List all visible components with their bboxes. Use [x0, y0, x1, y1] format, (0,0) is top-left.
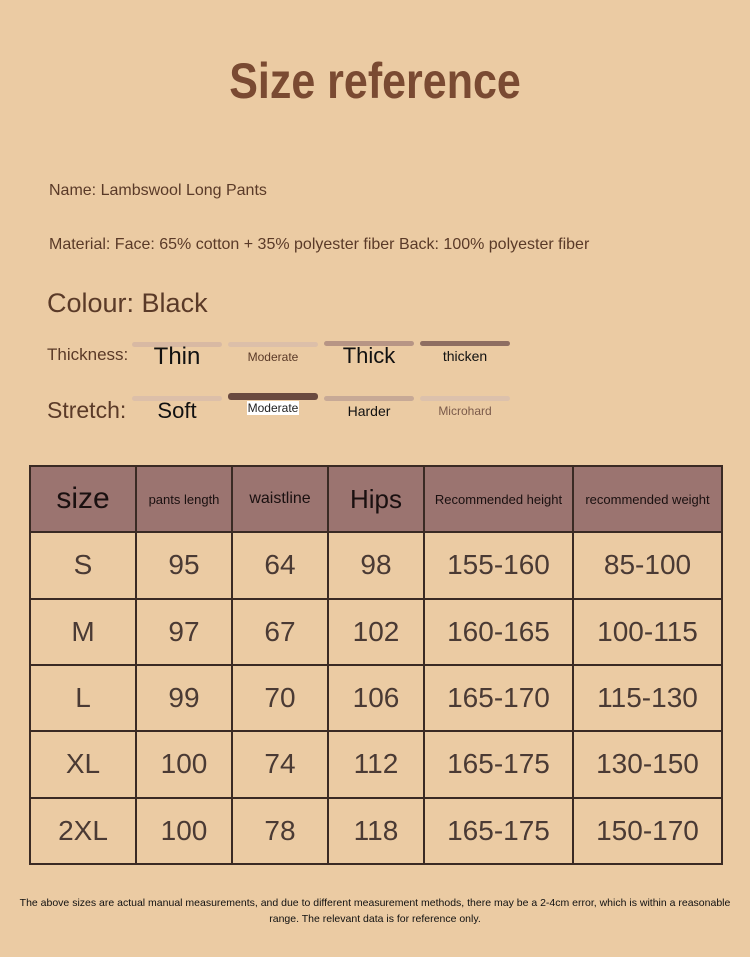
cell-hips: 112 [328, 731, 424, 797]
stretch-label: Stretch: [47, 397, 127, 423]
stretch-option-label: Soft [157, 398, 197, 423]
table-row [30, 532, 722, 598]
table-row [30, 798, 722, 864]
cell-weight: 85-100 [573, 532, 722, 598]
cell-size: 2XL [30, 798, 136, 864]
cell-waistline: 70 [232, 665, 328, 731]
stretch-bar [324, 396, 414, 401]
header-recommended-height: Recommended height [424, 466, 573, 532]
cell-hips: 98 [328, 532, 424, 598]
table-header-row [30, 466, 722, 532]
stretch-option-harder [324, 396, 414, 426]
stretch-bar [228, 393, 318, 400]
cell-size: S [30, 532, 136, 598]
cell-weight: 100-115 [573, 599, 722, 665]
cell-size: L [30, 665, 136, 731]
size-table [29, 465, 723, 865]
cell-waistline: 67 [232, 599, 328, 665]
table-row [30, 731, 722, 797]
stretch-option-label: Moderate [247, 401, 299, 415]
thickness-option-thin [132, 342, 222, 372]
header-hips: Hips [328, 466, 424, 532]
cell-size: M [30, 599, 136, 665]
stretch-option-microhard [420, 396, 510, 426]
header-waistline: waistline [232, 466, 328, 532]
cell-height: 165-175 [424, 731, 573, 797]
thickness-bar [420, 341, 510, 346]
cell-pants-length: 99 [136, 665, 232, 731]
stretch-option-moderate [228, 393, 318, 423]
product-colour: Colour: Black [47, 288, 208, 318]
cell-hips: 118 [328, 798, 424, 864]
cell-pants-length: 100 [136, 798, 232, 864]
disclaimer-note: The above sizes are actual manual measurements, and due to different measurement methods, there may be a 2-4cm error, which is within a reasonable range. The relevant data is for reference only. [19, 897, 731, 925]
thickness-option-label: thicken [442, 348, 488, 364]
thickness-option-thicken [420, 341, 510, 371]
thickness-option-label: Moderate [247, 350, 299, 364]
thickness-bar [228, 342, 318, 347]
stretch-bar [420, 396, 510, 401]
cell-weight: 130-150 [573, 731, 722, 797]
thickness-label: Thickness: [47, 345, 129, 364]
cell-height: 155-160 [424, 532, 573, 598]
thickness-option-thick [324, 341, 414, 371]
cell-height: 165-175 [424, 798, 573, 864]
product-material: Material: Face: 65% cotton + 35% polyester fiber Back: 100% polyester fiber [49, 236, 590, 253]
stretch-option-label: Microhard [438, 404, 492, 418]
stretch-option-soft [132, 396, 222, 426]
cell-waistline: 78 [232, 798, 328, 864]
cell-size: XL [30, 731, 136, 797]
cell-height: 165-170 [424, 665, 573, 731]
table-row [30, 599, 722, 665]
cell-height: 160-165 [424, 599, 573, 665]
thickness-option-label: Thin [153, 343, 201, 370]
cell-waistline: 74 [232, 731, 328, 797]
cell-hips: 106 [328, 665, 424, 731]
header-size: size [30, 466, 136, 532]
thickness-option-label: Thick [342, 343, 396, 368]
table-row [30, 665, 722, 731]
cell-weight: 150-170 [573, 798, 722, 864]
cell-hips: 102 [328, 599, 424, 665]
cell-pants-length: 95 [136, 532, 232, 598]
header-pants-length: pants length [136, 466, 232, 532]
cell-pants-length: 100 [136, 731, 232, 797]
cell-pants-length: 97 [136, 599, 232, 665]
thickness-option-moderate [228, 342, 318, 372]
cell-weight: 115-130 [573, 665, 722, 731]
cell-waistline: 64 [232, 532, 328, 598]
page-title: Size reference [229, 53, 521, 109]
product-name: Name: Lambswool Long Pants [49, 182, 267, 199]
header-recommended-weight: recommended weight [573, 466, 722, 532]
stretch-option-label: Harder [347, 403, 391, 419]
